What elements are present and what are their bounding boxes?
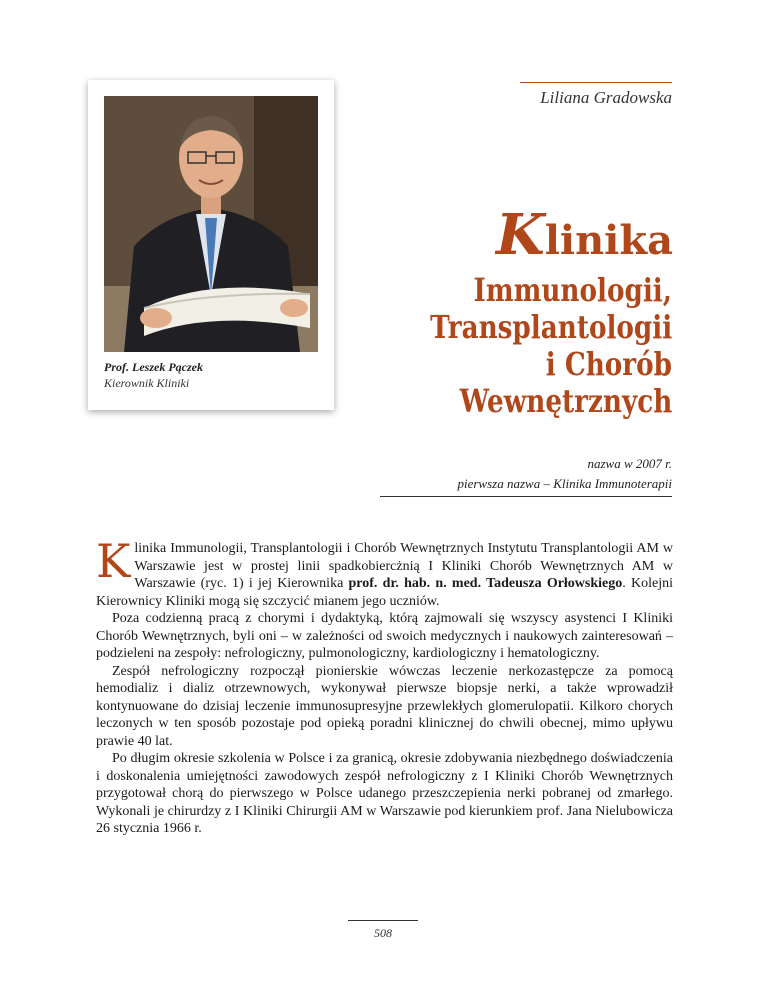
paragraph-4: Po długim okresie szkolenia w Polsce i za granicą, okresie zdobywania niezbędnego doświadczenia i doskonalenia umiejętności zawodowych zespół nefrologiczny z I Kliniki Chorób Wewnętrznych przygotował chorą do pierwszego w Polsce udanego przeszczepienia nerki pobranej od zmarłego. Wykonali je chirurdzy z I Kliniki Chirurgii AM w Warszawie pod kierunkiem prof. Jana Nielubowicza 26 stycznia 1966 r.	[96, 751, 673, 836]
article-body	[96, 534, 673, 838]
portrait-photo	[104, 96, 318, 352]
photo-caption-name: Prof. Leszek Pączek	[104, 360, 203, 374]
meta-first-name: pierwsza nazwa – Klinika Immunoterapii	[457, 476, 672, 491]
footer-rule	[348, 920, 418, 921]
title-first-word-rest: linika	[544, 217, 673, 264]
title-first-letter: K	[496, 202, 545, 268]
meta-rule	[380, 496, 672, 497]
paragraph-2: Poza codzienną pracą z chorymi i dydaktyką, którą zajmowali się wszyscy asystenci I Kliniki Chorób Wewnętrznych, byli oni – w zależności od swoich medycznych i naukowych zainteresowań – podzieleni na zespoły: nefrologiczny, pulmonologiczny, kardiologiczny i hematologiczny.	[96, 611, 673, 661]
title-line-2: Immunologii,	[473, 271, 672, 309]
photo-caption-role: Kierownik Kliniki	[104, 376, 190, 390]
portrait-illustration	[104, 96, 318, 352]
title-line-5: Wewnętrznych	[459, 382, 672, 420]
title-line-1	[470, 202, 673, 268]
page-number: 508	[374, 926, 392, 940]
paragraph-1-text-a: linika Immunologii, Transplantologii i Chorób Wewnętrznych Instytutu Transplantologii AM w Warszawie jest w prostej linii spadkobiercżnią I Kliniki Chorób Wewnętrznych AM w Warszawie (ryc. 1) i jej Kierownika	[134, 541, 673, 591]
paragraph-3: Zespół nefrologiczny rozpoczął pionierskie wówczas leczenie nerkozastępcze za pomocą hemodializ i dializ otrzewnowych, wykonywał pierwsze biopsje nerki, a także wprowadził kontynuowane do dzisiaj leczenie immunosupresyjne przewlekłych glomerulopatii. Kilkoro chorych leczonych w ten sposób pozostaje pod opieką poradni klinicznej do chwili obecnej, mimo upływu prawie 40 lat.	[96, 663, 673, 749]
paragraph-1-bold-name: prof. dr. hab. n. med. Tadeusza Orłowskiego	[348, 576, 623, 591]
title-line-3: Transplantologii	[429, 308, 672, 346]
title-line-4: i Chorób	[545, 345, 672, 383]
drop-cap: K	[96, 534, 131, 588]
author-rule	[520, 82, 672, 83]
author-name: Liliana Gradowska	[540, 88, 672, 107]
paragraph-1-text-b: . Kolejni Kierownicy Kliniki mogą się szczycić mianem jego uczniów.	[96, 576, 673, 609]
paragraph-1	[96, 534, 673, 610]
meta-current-name: nazwa w 2007 r.	[587, 456, 672, 471]
